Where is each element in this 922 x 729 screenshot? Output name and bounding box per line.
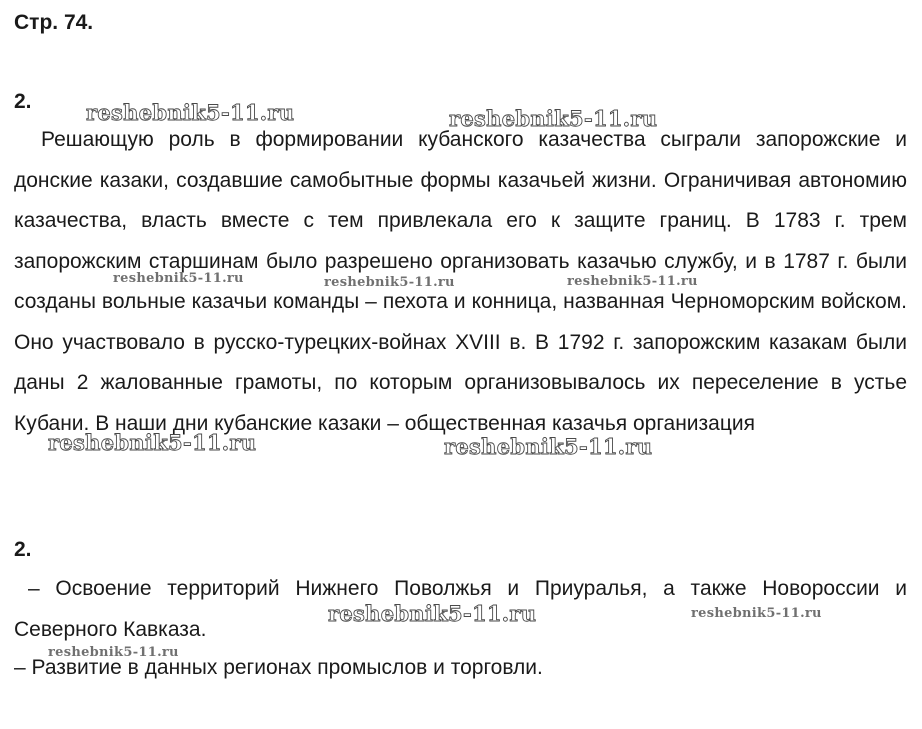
watermark-logo: reshebnik5-11.ru [113, 271, 244, 286]
task-2-number: 2. [14, 538, 32, 561]
task-2-answer-item: – Освоение территорий Нижнего Поволжья и Приуралья, а также Новороссии и Северного Кавказа. [14, 577, 907, 641]
task-2-answer-item: – Развитие в данных регионах промыслов и торговли. [14, 656, 543, 679]
watermark-logo: reshebnik5-11.ru [48, 430, 257, 455]
task-1-number: 2. [14, 90, 32, 113]
watermark-logo: reshebnik5-11.ru [324, 275, 455, 290]
watermark-logo: reshebnik5-11.ru [48, 645, 179, 660]
watermark-logo: reshebnik5-11.ru [86, 100, 295, 125]
watermark-logo: reshebnik5-11.ru [328, 601, 537, 626]
watermark-logo: reshebnik5-11.ru [567, 274, 698, 289]
watermark-logo: reshebnik5-11.ru [691, 606, 822, 621]
watermark-logo: reshebnik5-11.ru [449, 106, 658, 131]
page-reference: Стр. 74. [14, 11, 94, 34]
task-1-answer-text: Решающую роль в формировании кубанского казачества сыграли запорожские и донские казаки, создавшие самобытные формы казачьей жизни. Ограничивая автономию казачества, власть вместе с тем привлекала его к защите границ. В 1783 г. трем запорожским старшинам было разрешено организовать казачью службу, и в 1787 г. были созданы вольные казачьи команды – пехота и конница, названная Черноморским войском. Оно участвовало в русско-турецких-войнах XVIII в. В 1792 г. запорожским казакам были даны 2 жалованные грамоты, по которым организовывалось их переселение в устье Кубани. В наши дни кубанские казаки – общественная казачья организация [14, 128, 907, 435]
watermark-logo: reshebnik5-11.ru [444, 434, 653, 459]
